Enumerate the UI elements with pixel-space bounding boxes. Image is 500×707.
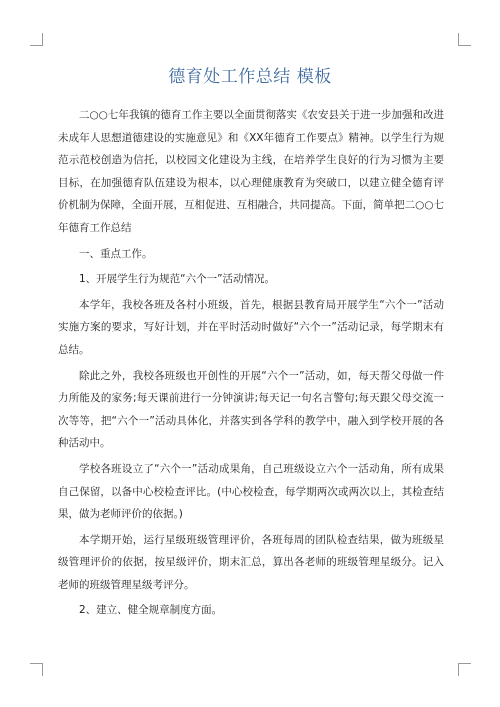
subsection-heading-rules: 2、建立、健全规章制度方面。 [79, 604, 223, 617]
page-corner-mark-top-left [30, 33, 43, 46]
paragraph-achievement-corner: 学校各班设立了“六个一”活动成果角，自己班级设立六个一活动角，所有成果自己保留，以备中心校检查评比。(中心校检查，每学期两次或两次以上，其检查结果，做为老师评价的依据。) [58, 462, 444, 521]
page-corner-mark-bottom-right [458, 663, 471, 676]
section-heading-key-work: 一、重点工作。 [79, 247, 153, 260]
document-title: 德育处工作总结 模板 [168, 67, 332, 87]
paragraph-star-rating: 本学期开始，运行星级班级管理评价，各班每周的团队检查结果，做为班级星级管理评价的依据，按星级评价，期末汇总，算出各老师的班级管理星级分。记入老师的班级管理星级考评分。 [58, 533, 444, 591]
paragraph-school-year: 本学年，我校各班及各村小班级，首先，根据县教育局开展学生“六个一”活动实施方案的要求，写好计划，并在平时活动时做好“六个一”活动记录，每学期末有总结。 [58, 298, 444, 356]
paragraph-creative-activities: 除此之外，我校各班级也开创性的开展“六个一”活动，如，每天帮父母做一件力所能及的家务;每天课前进行一分钟演讲;每天记一句名言警句;每天跟父母交流一次等等，把“六个一”活动具体化，并落实到各学科的教学中，融入到学校开展的各种活动中。 [58, 369, 444, 450]
page-corner-mark-top-right [458, 33, 471, 46]
document-body [58, 104, 444, 625]
page-corner-mark-bottom-left [30, 663, 43, 676]
subsection-heading-six-activities: 1、开展学生行为规范“六个一”活动情况。 [79, 273, 276, 286]
paragraph-intro: 二○○七年我镇的德育工作主要以全面贯彻落实《农安县关于进一步加强和改进未成年人思想道德建设的实施意见》和《XX年德育工作要点》精神。以学生行为规范示范校创造为信托，以校园文化建设为主线，在培养学生良好的行为习惯为主要目标，在加强德育队伍建设为根本，以心理健康教育为突破口，以建立健全德育评价机制为保障，全面开展，互相促进、互相融合，共同提高。下面，简单把二○○七年德育工作总结 [58, 109, 444, 234]
